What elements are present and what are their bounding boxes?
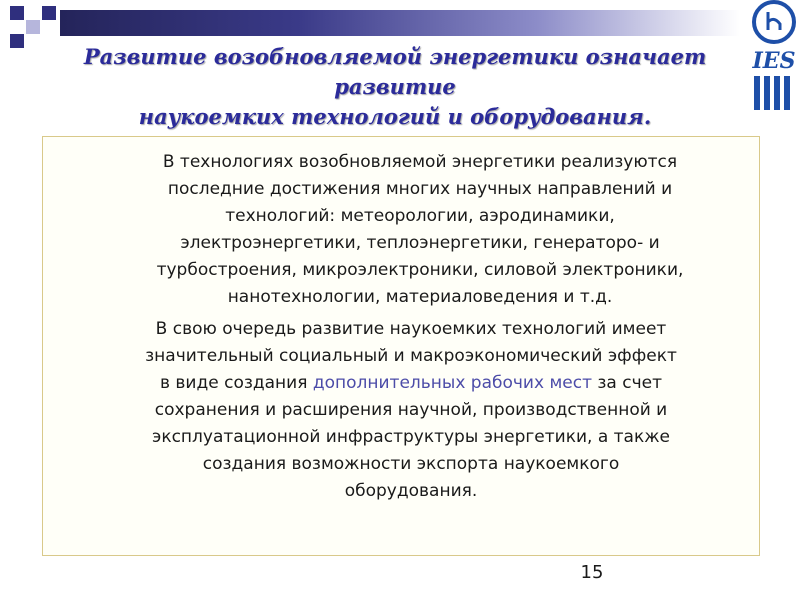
slide-title-line1: Развитие возобновляемой энергетики означает развитие — [83, 44, 707, 99]
highlight-jobs: дополнительных рабочих мест — [312, 373, 592, 393]
paragraph-technologies: В технологиях возобновляемой энергетики реализуются последние достижения многих научных направлений и технологий: метеорологии, аэродинамики, электроэнергетики, теплоэнергетики, генераторо- и турбостроения, микроэлектроники, силовой электроники, нанотехнологии, материаловедения и т.д. — [156, 152, 684, 307]
decorative-square-icon — [10, 6, 24, 20]
logo-text: IES — [752, 48, 796, 74]
paragraph-effect-part2: за счет сохранения и расширения научной, производственной и эксплуатационной инфраструктуры энергетики, а также создания возможности экспорта наукоемкого оборудования. — [151, 373, 671, 501]
paragraph-effect — [56, 316, 766, 505]
paragraph-effect-part1: В свою очередь развитие наукоемких технологий имеет значительный социальный и макроэкономический эффект в виде создания — [145, 319, 677, 393]
decorative-square-icon — [26, 20, 40, 34]
slide-title-line2: наукоемких технологий и оборудования. — [138, 104, 652, 129]
slide-title — [40, 42, 750, 132]
page-number: 15 — [580, 562, 604, 583]
ies-logo-icon — [748, 0, 800, 114]
decorative-square-icon — [42, 6, 56, 20]
decorative-square-icon — [10, 34, 24, 48]
header-gradient-bar — [60, 10, 740, 36]
